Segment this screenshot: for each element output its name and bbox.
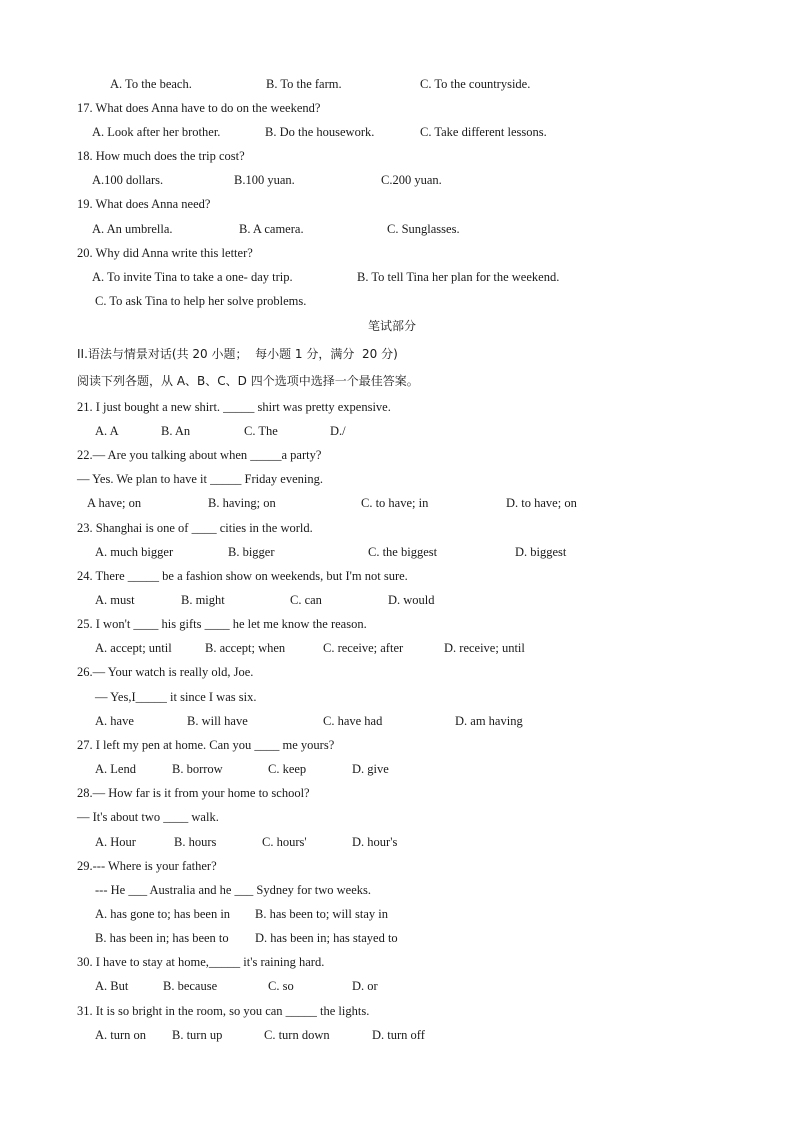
q27-options-seg-3: C. keep (268, 762, 307, 776)
q21-options-seg-2: B. An (161, 424, 191, 438)
q29-stem-2: --- He ___ Australia and he ___ Sydney for two weeks. (95, 883, 371, 897)
q31-stem: 31. It is so bright in the room, so you can _____ the lights. (77, 1004, 370, 1018)
q26-options-seg-4: D. am having (455, 714, 523, 728)
q25-options-seg-2: B. accept; when (205, 641, 286, 655)
q21-options-seg-3: C. The (244, 424, 278, 438)
q19-options-seg-1: A. An umbrella. (92, 222, 173, 236)
q22-stem-1: 22.— Are you talking about when _____a party? (77, 448, 322, 462)
q22-options-seg-3: C. to have; in (361, 496, 429, 510)
q23-options-seg-3: C. the biggest (368, 545, 438, 559)
q23-options-seg-1: A. much bigger (95, 545, 174, 559)
q17-stem: 17. What does Anna have to do on the weekend? (77, 101, 321, 115)
section-title: 笔试部分 (368, 319, 417, 333)
q21-stem: 21. I just bought a new shirt. _____ shirt was pretty expensive. (77, 400, 391, 414)
q24-options-seg-3: C. can (290, 593, 322, 607)
q19-options-seg-3: C. Sunglasses. (387, 222, 460, 236)
q16-options-seg-2: B. To the farm. (266, 77, 342, 91)
q25-options-seg-3: C. receive; after (323, 641, 404, 655)
q26-stem-1: 26.— Your watch is really old, Joe. (77, 665, 254, 679)
q28-stem-2: — It's about two ____ walk. (77, 810, 219, 824)
q31-options-seg-4: D. turn off (372, 1028, 425, 1042)
q24-options-seg-2: B. might (181, 593, 225, 607)
q28-options-seg-2: B. hours (174, 835, 217, 849)
q17-options-seg-2: B. Do the housework. (265, 125, 375, 139)
q20-options-1-seg-2: B. To tell Tina her plan for the weekend. (357, 270, 560, 284)
q19-stem: 19. What does Anna need? (77, 197, 211, 211)
q26-stem-2: — Yes,I_____ it since I was six. (95, 690, 257, 704)
q29-options-2-seg-1: B. has been in; has been to (95, 931, 229, 945)
q30-options-seg-2: B. because (163, 979, 218, 993)
q17-options-seg-3: C. Take different lessons. (420, 125, 547, 139)
q26-options-seg-2: B. will have (187, 714, 248, 728)
q21-options-seg-1: A. A (95, 424, 119, 438)
part2-instruction: 阅读下列各题，从 A、B、C、D 四个选项中选择一个最佳答案。 (77, 374, 419, 388)
q18-options-seg-1: A.100 dollars. (92, 173, 164, 187)
q28-options-seg-3: C. hours' (262, 835, 307, 849)
q22-options-seg-4: D. to have; on (506, 496, 577, 510)
q25-options-seg-1: A. accept; until (95, 641, 172, 655)
q20-options-1-seg-1: A. To invite Tina to take a one- day trip. (92, 270, 293, 284)
q20-stem: 20. Why did Anna write this letter? (77, 246, 253, 260)
q26-options-seg-1: A. have (95, 714, 134, 728)
q22-options-seg-2: B. having; on (208, 496, 276, 510)
q27-stem: 27. I left my pen at home. Can you ____ me yours? (77, 738, 335, 752)
q23-options-seg-4: D. biggest (515, 545, 567, 559)
q30-stem: 30. I have to stay at home,_____ it's raining hard. (77, 955, 325, 969)
q24-stem: 24. There _____ be a fashion show on weekends, but I'm not sure. (77, 569, 408, 583)
q22-stem-2: — Yes. We plan to have it _____ Friday evening. (77, 472, 323, 486)
q26-options-seg-3: C. have had (323, 714, 383, 728)
q30-options-seg-1: A. But (95, 979, 129, 993)
q30-options-seg-3: C. so (268, 979, 294, 993)
q31-options-seg-3: C. turn down (264, 1028, 330, 1042)
part2-heading: II.语法与情景对话(共 20 小题； 每小题 1 分，满分 20 分) (77, 347, 398, 361)
q27-options-seg-4: D. give (352, 762, 389, 776)
q25-options-seg-4: D. receive; until (444, 641, 525, 655)
q24-options-seg-1: A. must (95, 593, 135, 607)
q18-options-seg-2: B.100 yuan. (234, 173, 295, 187)
q29-options-2-seg-2: D. has been in; has stayed to (255, 931, 398, 945)
q21-options-seg-4: D./ (330, 424, 346, 438)
q28-options-seg-1: A. Hour (95, 835, 136, 849)
q31-options-seg-2: B. turn up (172, 1028, 223, 1042)
q27-options-seg-2: B. borrow (172, 762, 223, 776)
q24-options-seg-4: D. would (388, 593, 435, 607)
q23-stem: 23. Shanghai is one of ____ cities in the world. (77, 521, 313, 535)
q18-options-seg-3: C.200 yuan. (381, 173, 442, 187)
q30-options-seg-4: D. or (352, 979, 378, 993)
q17-options-seg-1: A. Look after her brother. (92, 125, 221, 139)
q31-options-seg-1: A. turn on (95, 1028, 147, 1042)
q27-options-seg-1: A. Lend (95, 762, 136, 776)
q19-options-seg-2: B. A camera. (239, 222, 304, 236)
q28-stem-1: 28.— How far is it from your home to school? (77, 786, 310, 800)
q29-stem-1: 29.--- Where is your father? (77, 859, 217, 873)
q25-stem: 25. I won't ____ his gifts ____ he let me know the reason. (77, 617, 367, 631)
q16-options-seg-3: C. To the countryside. (420, 77, 531, 91)
q22-options-seg-1: A have; on (87, 496, 142, 510)
q23-options-seg-2: B. bigger (228, 545, 275, 559)
q29-options-1-seg-1: A. has gone to; has been in (95, 907, 231, 921)
q16-options-seg-1: A. To the beach. (110, 77, 192, 91)
q20-options-2: C. To ask Tina to help her solve problems. (95, 294, 307, 308)
q29-options-1-seg-2: B. has been to; will stay in (255, 907, 388, 921)
q28-options-seg-4: D. hour's (352, 835, 398, 849)
q18-stem: 18. How much does the trip cost? (77, 149, 245, 163)
